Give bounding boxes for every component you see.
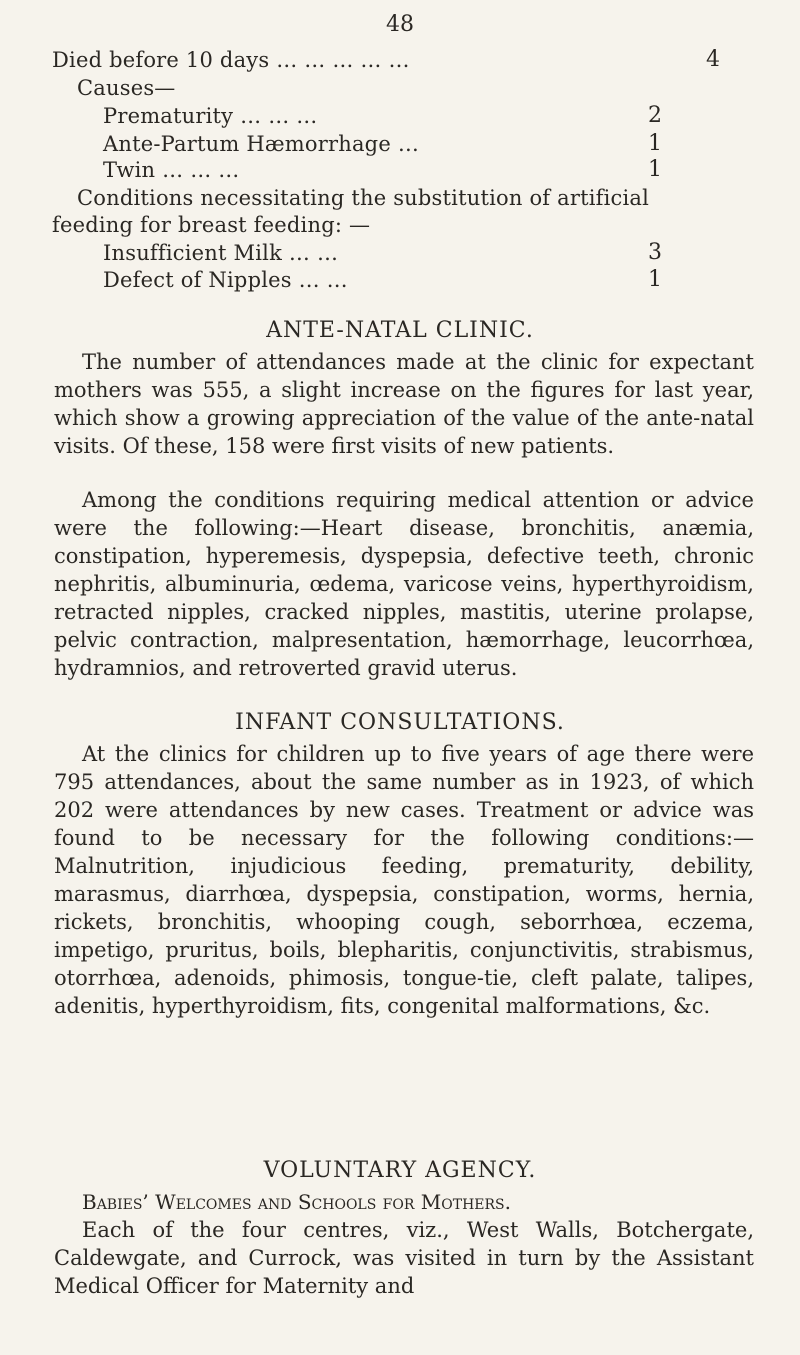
conditions-line1: Conditions necessitating the substitution of artificial — [77, 186, 650, 210]
cause-label: Ante-Partum Hæmorrhage … — [103, 132, 420, 156]
died-value: 4 — [706, 47, 720, 72]
cause-value: 1 — [648, 157, 662, 182]
conditions-line2: feeding for breast feeding: — — [52, 213, 371, 237]
cause-value: 2 — [648, 103, 662, 128]
condition-label: Insufficient Milk … … — [103, 241, 339, 265]
cause-value: 1 — [648, 131, 662, 156]
page-number: 48 — [386, 12, 414, 37]
voluntary-heading: VOLUNTARY AGENCY. — [263, 1158, 537, 1183]
voluntary-subheading: Babies’ Welcomes and Schools for Mothers. — [82, 1190, 511, 1214]
cause-label: Prematurity … … … — [103, 104, 318, 128]
infant-paragraph: At the clinics for children up to five years of age there were 795 attendances, about the same number as in 1923, of which 202 were attendances by new cases. Treatment or advice was found to be necessary for the following conditions:—Malnutrition, injudicious feeding, prematurity, debility, marasmus, diarrhœa, dyspepsia, constipation, worms, hernia, rickets, bronchitis, whooping cough, seborrhœa, eczema, impetigo, pruritus, boils, blepharitis, conjunctivitis, strabismus, otorrhœa, adenoids, phimosis, tongue-tie, cleft palate, talipes, adenitis, hyperthyroidism, fits, congenital malformations, &c. — [54, 742, 754, 1018]
died-label: Died before 10 days … … … … … — [52, 48, 410, 72]
cause-label: Twin … … … — [103, 158, 240, 182]
antenatal-paragraph-1: The number of attendances made at the clinic for expectant mothers was 555, a slight increase on the figures for last year, which show a growing appreciation of the value of the ante-natal visits. Of these, 158 were first visits of new patients. — [54, 350, 754, 458]
condition-value: 3 — [648, 240, 662, 265]
condition-value: 1 — [648, 267, 662, 292]
antenatal-paragraph-2: Among the conditions requiring medical attention or advice were the following:—Heart disease, bronchitis, anæmia, constipation, hyperemesis, dyspepsia, defective teeth, chronic nephritis, albuminuria, œdema, varicose veins, hyperthyroidism, retracted nipples, cracked nipples, mastitis, uterine prolapse, pelvic contraction, malpresentation, hæmorrhage, leucorrhœa, hydramnios, and retroverted gravid uterus. — [54, 488, 754, 680]
infant-heading: INFANT CONSULTATIONS. — [235, 710, 565, 735]
condition-label: Defect of Nipples … … — [103, 268, 348, 292]
voluntary-paragraph: Each of the four centres, viz., West Walls, Botchergate, Caldewgate, and Currock, was visited in turn by the Assistant Medical Officer for Maternity and — [54, 1218, 754, 1298]
antenatal-heading: ANTE-NATAL CLINIC. — [266, 318, 534, 343]
causes-label: Causes— — [77, 76, 176, 100]
